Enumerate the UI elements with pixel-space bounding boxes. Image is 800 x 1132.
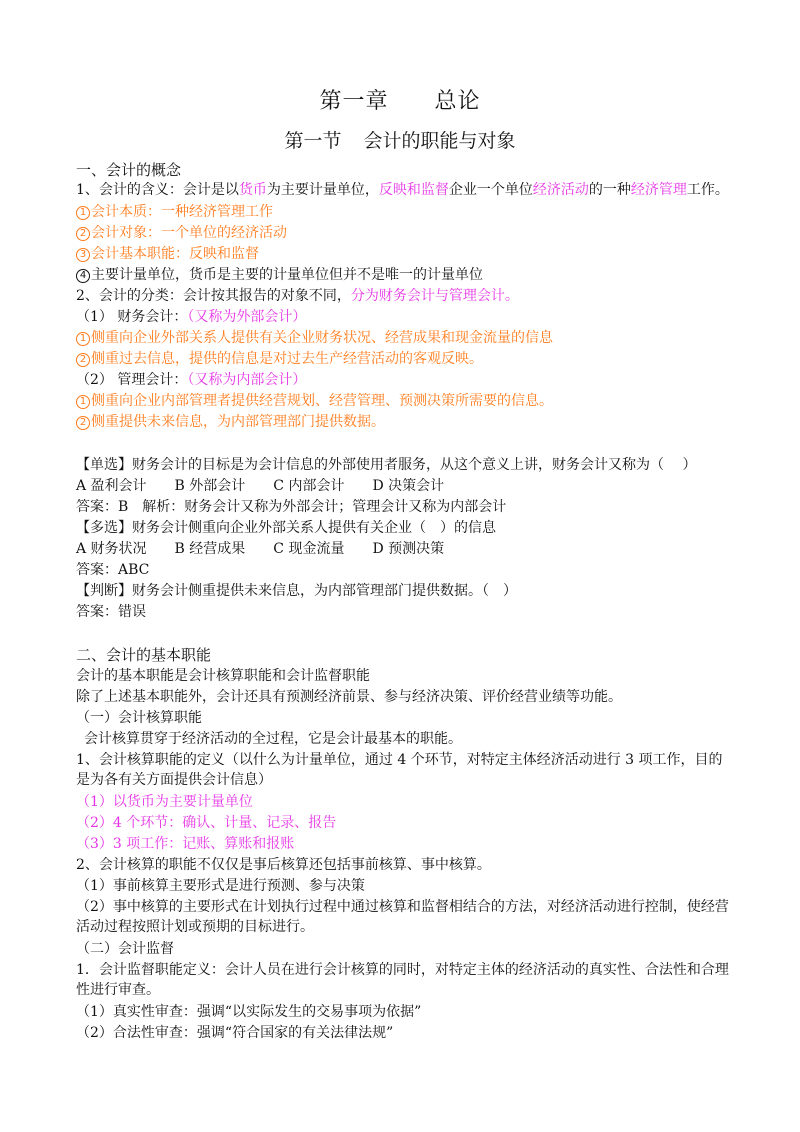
quiz-single-answer: 答案：B 解析：财务会计又称为外部会计；管理会计又称为内部会计 xyxy=(76,499,507,515)
circled-number-3: 3 xyxy=(76,248,90,262)
chapter-number: 第一章 xyxy=(319,89,389,114)
point-label: （3）3 项工作： xyxy=(76,836,183,852)
functions-line-1: 会计的基本职能是会计核算职能和会计监督职能 xyxy=(76,668,370,684)
def-highlight-activity: 经济活动 xyxy=(532,182,589,198)
circled-number-4: 4 xyxy=(76,269,90,283)
supervision-definition: 1．会计监督职能定义：会计人员在进行会计核算的同时，对特定主体的经济活动的真实性、合法性和合理性进行审查。 xyxy=(76,962,729,998)
subheading-supervision: （二）会计监督 xyxy=(76,941,174,957)
heading-basic-functions: 二、会计的基本职能 xyxy=(76,646,212,664)
point-text: 会计对象：一个单位的经济活动 xyxy=(91,225,287,241)
def-text: 企业一个单位 xyxy=(448,182,533,198)
cls-highlight: 分为财务会计与管理会计。 xyxy=(350,288,519,304)
function-point-2 xyxy=(76,813,736,833)
point-text: 侧重向企业外部关系人提供有关企业财务状况、经营成果和现金流量的信息 xyxy=(91,330,553,346)
management-point-2 xyxy=(76,412,736,432)
classification-line xyxy=(76,286,736,306)
def-highlight-currency: 货币 xyxy=(238,182,267,198)
financial-accounting-line xyxy=(76,307,736,327)
quiz-single-options: A 盈利会计 B 外部会计 C 内部会计 D 决策会计 xyxy=(76,478,445,494)
def-highlight-reflect: 反映和监督 xyxy=(378,182,449,198)
point-object xyxy=(76,223,736,243)
functions-line-7: （1）事前核算主要形式是进行预测、参与决策 xyxy=(76,878,365,894)
circled-number-2: 2 xyxy=(76,416,90,430)
function-point-1: （1）以货币为主要计量单位 xyxy=(76,794,253,810)
quiz-multi-options: A 财务状况 B 经营成果 C 现金流量 D 预测决策 xyxy=(76,541,445,557)
chapter-name: 总论 xyxy=(434,89,481,114)
point-text: 会计本质：一种经济管理工作 xyxy=(91,204,273,220)
section-title xyxy=(0,126,800,153)
def-highlight-management: 经济管理 xyxy=(630,182,687,198)
circled-number-2: 2 xyxy=(76,227,90,241)
functions-line-4: 会计核算贯穿于经济活动的全过程，它是会计最基本的职能。 xyxy=(84,731,462,747)
mgt-label: （2） 管理会计： xyxy=(76,372,188,388)
function-point-3 xyxy=(76,834,736,854)
circled-number-1: 1 xyxy=(76,206,90,220)
point-unit xyxy=(76,265,736,285)
def-text: 的一种 xyxy=(588,182,631,198)
quiz-multi-question: 【多选】财务会计侧重向企业外部关系人提供有关企业（ ）的信息 xyxy=(76,520,496,536)
point-text: 侧重向企业内部管理者提供经营规划、经营管理、预测决策所需要的信息。 xyxy=(91,393,553,409)
management-point-1 xyxy=(76,391,736,411)
functions-definition: 1、会计核算职能的定义（以什么为计量单位，通过 4 个环节，对特定主体经济活动进行 3 项工作，目的是为各有关方面提供会计信息） xyxy=(76,752,723,788)
functions-line-6: 2、会计核算的职能不仅仅是事后核算还包括事前核算、事中核算。 xyxy=(76,857,491,873)
def-text: 工作。 xyxy=(686,182,729,198)
subheading-accounting-function: （一）会计核算职能 xyxy=(76,710,202,726)
supervision-point-1: （1）真实性审查：强调“以实际发生的交易事项为依据” xyxy=(76,1004,422,1020)
point-text: 确认、计量、记录、报告 xyxy=(182,815,337,831)
functions-line-8: （2）事中核算的主要形式在计划执行过程中通过核算和监督相结合的方法，对经济活动进行控制，使经营活动过程按照计划或预期的目标进行。 xyxy=(76,899,729,935)
circled-number-1: 1 xyxy=(76,332,90,346)
circled-number-2: 2 xyxy=(76,353,90,367)
quiz-judge-question: 【判断】财务会计侧重提供未来信息，为内部管理部门提供数据。（ ） xyxy=(76,583,517,599)
circled-number-1: 1 xyxy=(76,395,90,409)
quiz-multi-answer: 答案：ABC xyxy=(76,562,150,578)
section-name: 会计的职能与对象 xyxy=(363,130,516,152)
fin-label: （1） 财务会计： xyxy=(76,309,188,325)
management-accounting-line xyxy=(76,370,736,390)
point-text: 记账、算账和报账 xyxy=(182,836,295,852)
point-text: 主要计量单位，货币是主要的计量单位但并不是唯一的计量单位 xyxy=(91,267,483,283)
point-label: （2）4 个环节： xyxy=(76,815,183,831)
definition-line xyxy=(76,180,736,200)
quiz-judge-answer: 答案：错误 xyxy=(76,604,146,620)
mgt-alias: （又称为内部会计） xyxy=(187,372,307,388)
fin-alias: （又称为外部会计） xyxy=(187,309,307,325)
point-text: 会计基本职能：反映和监督 xyxy=(91,246,259,262)
section-number: 第一节 xyxy=(284,130,342,152)
def-text: 为主要计量单位， xyxy=(266,182,379,198)
point-text: 侧重提供未来信息，为内部管理部门提供数据。 xyxy=(91,414,385,430)
def-text: 1、会计的含义：会计是以 xyxy=(76,182,239,198)
chapter-title xyxy=(0,84,800,115)
quiz-single-question: 【单选】财务会计的目标是为会计信息的外部使用者服务，从这个意义上讲，财务会计又称为（ ） xyxy=(76,457,697,473)
financial-point-1 xyxy=(76,328,736,348)
point-function xyxy=(76,244,736,264)
supervision-point-2: （2）合法性审查：强调“符合国家的有关法律法规” xyxy=(76,1025,394,1041)
financial-point-2 xyxy=(76,349,736,369)
point-text: 侧重过去信息，提供的信息是对过去生产经营活动的客观反映。 xyxy=(91,351,483,367)
heading-concept: 一、会计的概念 xyxy=(76,161,182,179)
point-essence xyxy=(76,202,736,222)
functions-line-2: 除了上述基本职能外，会计还具有预测经济前景、参与经济决策、评价经营业绩等功能。 xyxy=(76,689,622,705)
cls-text: 2、会计的分类：会计按其报告的对象不同， xyxy=(76,288,351,304)
